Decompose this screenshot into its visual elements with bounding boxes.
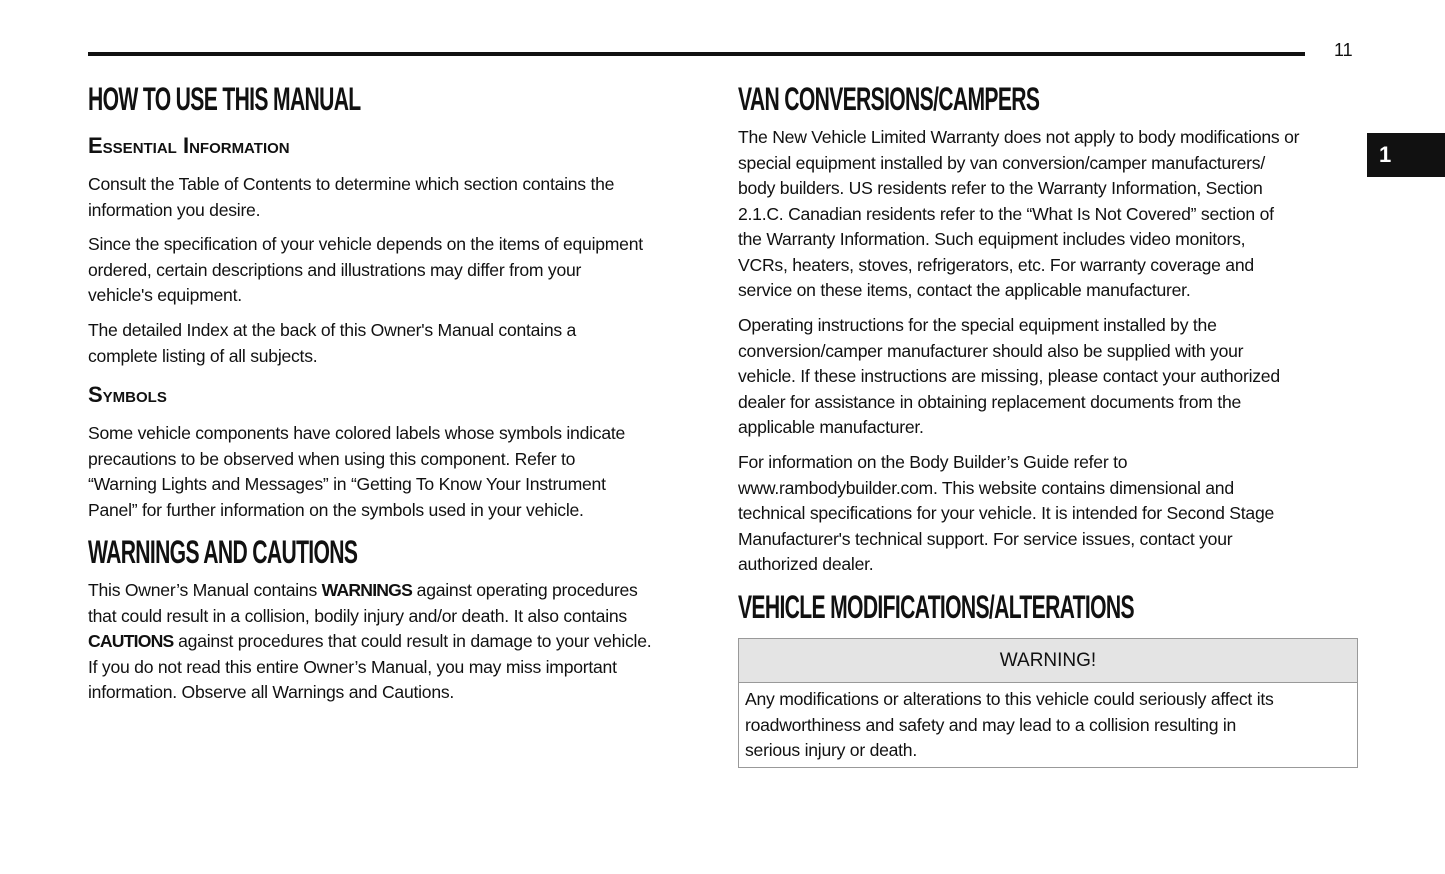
text-line: that could result in a collision, bodily injury and/or death. It also contains: [88, 605, 627, 626]
paragraph-symbols: [88, 421, 625, 523]
text-line: applicable manufacturer.: [738, 417, 924, 437]
text-segment: against operating procedures: [412, 580, 638, 600]
text-line: body builders. US residents refer to the Warranty Information, Section: [738, 178, 1263, 198]
text-line: vehicle. If these instructions are missing, please contact your authorized: [738, 366, 1280, 386]
text-line: The New Vehicle Limited Warranty does not apply to body modifications or: [738, 127, 1300, 147]
text-line: Consult the Table of Contents to determine which section contains the: [88, 174, 615, 194]
heading-warnings-and-cautions: WARNINGS AND CAUTIONS: [88, 534, 358, 570]
text-line: technical specifications for your vehicle. It is intended for Second Stage: [738, 503, 1275, 523]
text-line: special equipment installed by van conversion/camper manufacturers/: [738, 152, 1265, 173]
text-segment: against procedures that could result in damage to your vehicle.: [173, 631, 652, 651]
warning-body: [739, 683, 1357, 768]
text-line: information you desire.: [88, 199, 261, 220]
text-segment: This Owner’s Manual contains: [88, 580, 322, 600]
text-line: serious injury or death.: [745, 740, 917, 760]
text-line: roadworthiness and safety and may lead to a collision resulting in: [745, 714, 1237, 735]
text-line: ordered, certain descriptions and illustrations may differ from your: [88, 259, 582, 280]
text-line: Since the specification of your vehicle depends on the items of equipment: [88, 234, 643, 254]
text-line: www.rambodybuilder.com. This website contains dimensional and: [738, 477, 1234, 498]
text-line: If you do not read this entire Owner’s Manual, you may miss important: [88, 656, 617, 677]
text-line: [88, 578, 651, 604]
paragraph-specification: [88, 232, 643, 309]
warning-title: WARNING!: [739, 639, 1357, 683]
paragraph-body-builder: [738, 450, 1274, 578]
paragraph-warnings-cautions: [88, 578, 651, 706]
cautions-term: CAUTIONS: [88, 631, 174, 651]
text-line: conversion/camper manufacturer should also be supplied with your: [738, 340, 1244, 361]
paragraph-operating-instructions: [738, 313, 1280, 441]
text-line: “Warning Lights and Messages” in “Getting To Know Your Instrument: [88, 474, 606, 494]
text-line: Manufacturer's technical support. For service issues, contact your: [738, 528, 1233, 549]
text-line: service on these items, contact the applicable manufacturer.: [738, 280, 1191, 300]
subheading-essential-information: Essential Information: [88, 133, 290, 158]
text-line: For information on the Body Builder’s Guide refer to: [738, 452, 1128, 472]
chapter-tab[interactable]: 1: [1367, 133, 1445, 177]
text-line: authorized dealer.: [738, 554, 874, 574]
text-line: VCRs, heaters, stoves, refrigerators, etc. For warranty coverage and: [738, 254, 1254, 275]
heading-how-to-use: HOW TO USE THIS MANUAL: [88, 81, 361, 117]
heading-van-conversions: VAN CONVERSIONS/CAMPERS: [738, 81, 1040, 117]
paragraph-warranty: [738, 125, 1299, 304]
header-rule: [88, 52, 1305, 56]
text-line: The detailed Index at the back of this Owner's Manual contains a: [88, 320, 577, 340]
paragraph-index: [88, 318, 576, 369]
heading-vehicle-modifications: VEHICLE MODIFICATIONS/ALTERATIONS: [738, 589, 1134, 625]
text-line: dealer for assistance in obtaining replacement documents from the: [738, 391, 1242, 412]
warning-box: [738, 638, 1358, 768]
text-line: Operating instructions for the special equipment installed by the: [738, 315, 1217, 335]
text-line: complete listing of all subjects.: [88, 345, 318, 366]
text-line: precautions to be observed when using this component. Refer to: [88, 448, 576, 469]
text-line: Any modifications or alterations to this vehicle could seriously affect its: [745, 689, 1274, 709]
warnings-term: WARNINGS: [321, 580, 413, 600]
subheading-symbols: Symbols: [88, 382, 167, 407]
text-line: vehicle's equipment.: [88, 285, 242, 305]
text-line: [88, 629, 651, 655]
text-line: 2.1.C. Canadian residents refer to the “What Is Not Covered” section of: [738, 203, 1274, 224]
text-line: Some vehicle components have colored labels whose symbols indicate: [88, 423, 626, 443]
page-number: 11: [1334, 40, 1353, 60]
text-line: Panel” for further information on the symbols used in your vehicle.: [88, 499, 584, 520]
text-line: information. Observe all Warnings and Cautions.: [88, 682, 455, 702]
paragraph-table-of-contents: [88, 172, 614, 223]
text-line: the Warranty Information. Such equipment includes video monitors,: [738, 229, 1246, 249]
